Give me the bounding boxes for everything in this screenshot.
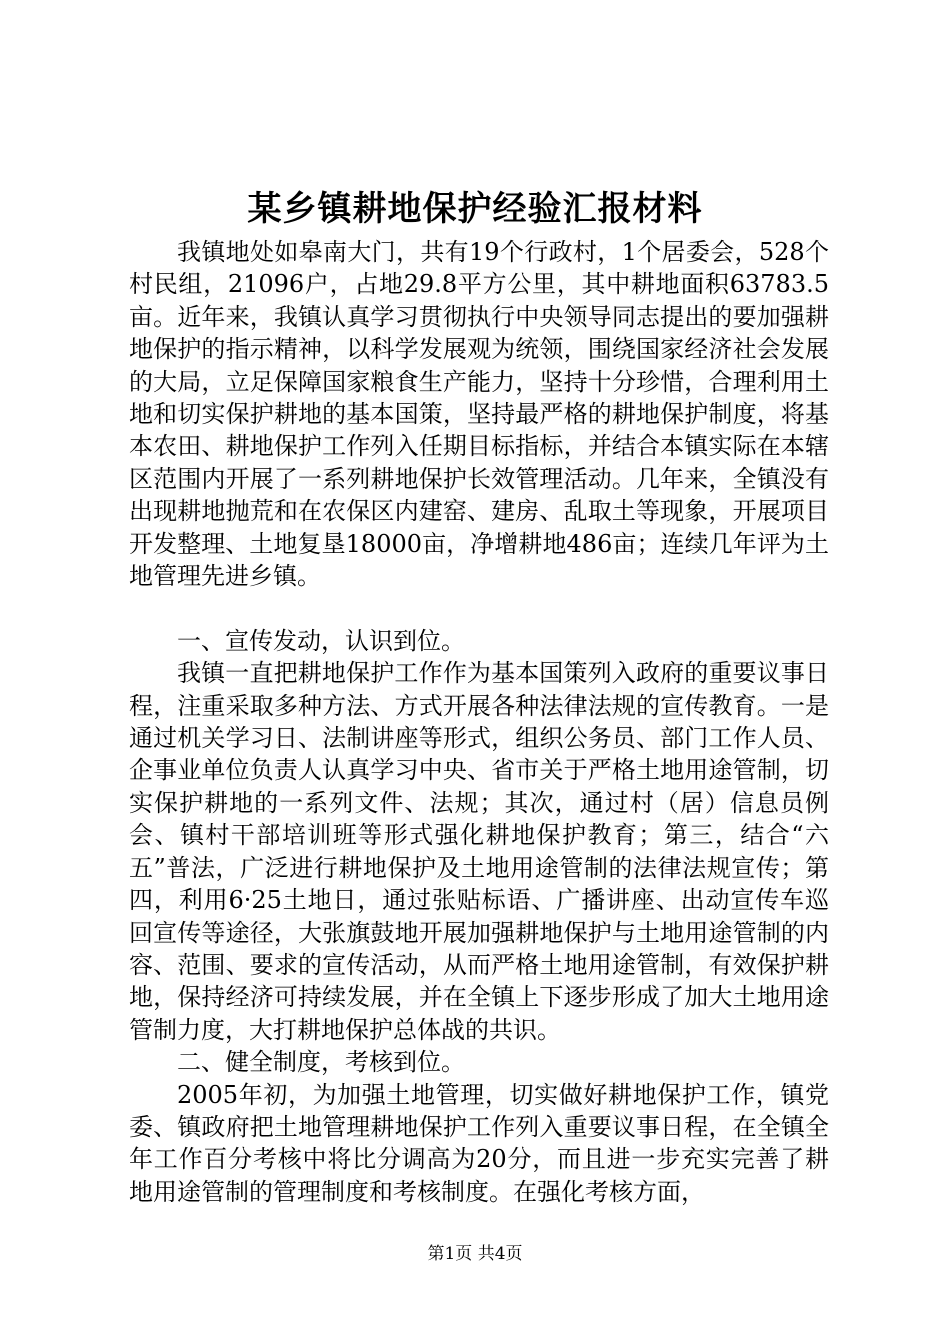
document-title: 某乡镇耕地保护经验汇报材料 (247, 189, 703, 229)
paragraph-intro: 我镇地处如皋南大门，共有19个行政村，1个居委会，528个村民组，21096户，占地29.8平方公里，其中耕地面积63783.5亩。近年来，我镇认真学习贯彻执行中央领导同志提出的要加强耕地保护的指示精神，以科学发展观为统领，围绕国家经济社会发展的大局，立足保障国家粮食生产能力，坚持十分珍惜，合理利用土地和切实保护耕地的基本国策，坚持最严格的耕地保护制度，将基本农田、耕地保护工作列入任期目标指标，并结合本镇实际在本辖区范围内开展了一系列耕地保护长效管理活动。几年来，全镇没有出现耕地抛荒和在农保区内建窑、建房、乱取土等现象，开展项目开发整理、土地复垦18000亩，净增耕地486亩；连续几年评为土地管理先进乡镇。 (129, 238, 829, 591)
paragraph-section-2: 2005年初，为加强土地管理，切实做好耕地保护工作，镇党委、镇政府把土地管理耕地保护工作列入重要议事日程，在全镇全年工作百分考核中将比分调高为20分，而且进一步充实完善了耕地用途管制的管理制度和考核制度。在强化考核方面， (129, 1080, 829, 1206)
document-body (129, 236, 829, 1208)
section-heading-1: 一、宣传发动，认识到位。 (177, 626, 465, 655)
page-footer: 第1页 共4页 (427, 1244, 523, 1264)
section-heading-2: 二、健全制度，考核到位。 (177, 1048, 465, 1077)
paragraph-section-1: 我镇一直把耕地保护工作作为基本国策列入政府的重要议事日程，注重采取多种方法、方式开展各种法律法规的宣传教育。一是通过机关学习日、法制讲座等形式，组织公务员、部门工作人员、企事业单位负责人认真学习中央、省市关于严格土地用途管制，切实保护耕地的一系列文件、法规；其次，通过村（居）信息员例会、镇村干部培训班等形式强化耕地保护教育；第三，结合“六五”普法，广泛进行耕地保护及土地用途管制的法律法规宣传；第四，利用6·25土地日，通过张贴标语、广播讲座、出动宣传车巡回宣传等途径，大张旗鼓地开展加强耕地保护与土地用途管制的内容、范围、要求的宣传活动，从而严格土地用途管制，有效保护耕地，保持经济可持续发展，并在全镇上下逐步形成了加大土地用途管制力度，大打耕地保护总体战的共识。 (129, 659, 829, 1044)
